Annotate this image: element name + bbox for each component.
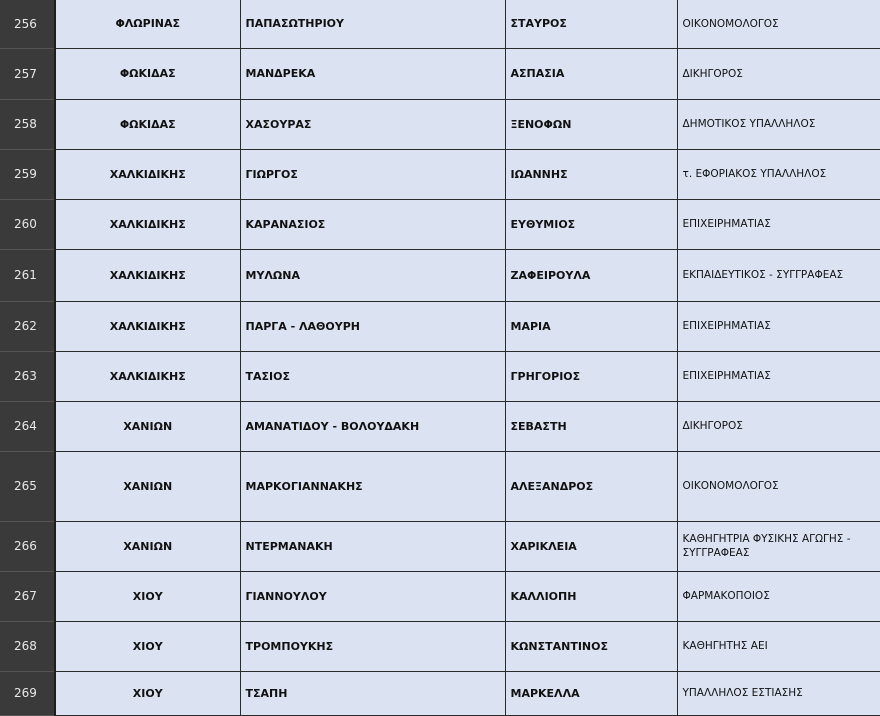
region-cell[interactable]: ΦΩΚΙΔΑΣ — [55, 99, 240, 149]
row-number[interactable]: 259 — [0, 149, 55, 199]
region-cell[interactable]: ΦΩΚΙΔΑΣ — [55, 48, 240, 99]
table-row — [0, 451, 880, 521]
name-cell[interactable]: ΑΛΕΞΑΝΔΡΟΣ — [505, 451, 677, 521]
surname-cell[interactable]: ΚΑΡΑΝΑΣΙΟΣ — [240, 199, 505, 249]
table-row — [0, 149, 880, 199]
occupation-cell[interactable]: ΚΑΘΗΓΗΤΗΣ ΑΕΙ — [677, 621, 880, 671]
name-cell[interactable]: ΑΣΠΑΣΙΑ — [505, 48, 677, 99]
occupation-cell[interactable]: ΕΠΙΧΕΙΡΗΜΑΤΙΑΣ — [677, 301, 880, 351]
region-cell[interactable]: ΧΙΟΥ — [55, 671, 240, 715]
region-cell[interactable]: ΧΑΝΙΩΝ — [55, 451, 240, 521]
surname-cell[interactable]: ΓΙΩΡΓΟΣ — [240, 149, 505, 199]
table-row — [0, 249, 880, 301]
name-cell[interactable]: ΞΕΝΟΦΩΝ — [505, 99, 677, 149]
table-row — [0, 48, 880, 99]
surname-cell[interactable]: ΤΡΟΜΠΟΥΚΗΣ — [240, 621, 505, 671]
row-number[interactable]: 261 — [0, 249, 55, 301]
occupation-cell[interactable]: ΕΠΙΧΕΙΡΗΜΑΤΙΑΣ — [677, 351, 880, 401]
name-cell[interactable]: ΚΩΝΣΤΑΝΤΙΝΟΣ — [505, 621, 677, 671]
row-number[interactable]: 264 — [0, 401, 55, 451]
table-row — [0, 0, 880, 48]
region-cell[interactable]: ΦΛΩΡΙΝΑΣ — [55, 0, 240, 48]
surname-cell[interactable]: ΤΣΑΠΗ — [240, 671, 505, 715]
row-number[interactable]: 258 — [0, 99, 55, 149]
occupation-cell[interactable]: ΕΚΠΑΙΔΕΥΤΙΚΟΣ - ΣΥΓΓΡΑΦΕΑΣ — [677, 249, 880, 301]
region-cell[interactable]: ΧΙΟΥ — [55, 621, 240, 671]
table-row — [0, 521, 880, 571]
name-cell[interactable]: ΧΑΡΙΚΛΕΙΑ — [505, 521, 677, 571]
occupation-cell[interactable]: ΕΠΙΧΕΙΡΗΜΑΤΙΑΣ — [677, 199, 880, 249]
name-cell[interactable]: ΣΤΑΥΡΟΣ — [505, 0, 677, 48]
row-number[interactable]: 267 — [0, 571, 55, 621]
table-row — [0, 301, 880, 351]
table-row — [0, 401, 880, 451]
name-cell[interactable]: ΖΑΦΕΙΡΟΥΛΑ — [505, 249, 677, 301]
name-cell[interactable]: ΜΑΡΚΕΛΛΑ — [505, 671, 677, 715]
surname-cell[interactable]: ΜΥΛΩΝΑ — [240, 249, 505, 301]
name-cell[interactable]: ΣΕΒΑΣΤΗ — [505, 401, 677, 451]
row-number[interactable]: 265 — [0, 451, 55, 521]
name-cell[interactable]: ΙΩΑΝΝΗΣ — [505, 149, 677, 199]
table-row — [0, 99, 880, 149]
surname-cell[interactable]: ΧΑΣΟΥΡΑΣ — [240, 99, 505, 149]
row-number[interactable]: 263 — [0, 351, 55, 401]
row-number[interactable]: 260 — [0, 199, 55, 249]
occupation-cell[interactable]: ΔΙΚΗΓΟΡΟΣ — [677, 48, 880, 99]
region-cell[interactable]: ΧΑΛΚΙΔΙΚΗΣ — [55, 199, 240, 249]
region-cell[interactable]: ΧΑΝΙΩΝ — [55, 521, 240, 571]
name-cell[interactable]: ΕΥΘΥΜΙΟΣ — [505, 199, 677, 249]
occupation-cell[interactable]: τ. ΕΦΟΡΙΑΚΟΣ ΥΠΑΛΛΗΛΟΣ — [677, 149, 880, 199]
occupation-cell[interactable]: ΚΑΘΗΓΗΤΡΙΑ ΦΥΣΙΚΗΣ ΑΓΩΓΗΣ - ΣΥΓΓΡΑΦΕΑΣ — [677, 521, 880, 571]
row-number[interactable]: 257 — [0, 48, 55, 99]
region-cell[interactable]: ΧΙΟΥ — [55, 571, 240, 621]
table-row — [0, 571, 880, 621]
table-row — [0, 199, 880, 249]
table-row — [0, 621, 880, 671]
occupation-cell[interactable]: ΟΙΚΟΝΟΜΟΛΟΓΟΣ — [677, 0, 880, 48]
surname-cell[interactable]: ΝΤΕΡΜΑΝΑΚΗ — [240, 521, 505, 571]
name-cell[interactable]: ΓΡΗΓΟΡΙΟΣ — [505, 351, 677, 401]
occupation-cell[interactable]: ΔΙΚΗΓΟΡΟΣ — [677, 401, 880, 451]
region-cell[interactable]: ΧΑΛΚΙΔΙΚΗΣ — [55, 149, 240, 199]
occupation-cell[interactable]: ΦΑΡΜΑΚΟΠΟΙΟΣ — [677, 571, 880, 621]
region-cell[interactable]: ΧΑΛΚΙΔΙΚΗΣ — [55, 301, 240, 351]
table-row — [0, 671, 880, 715]
table-row — [0, 351, 880, 401]
surname-cell[interactable]: ΜΑΝΔΡΕΚΑ — [240, 48, 505, 99]
region-cell[interactable]: ΧΑΛΚΙΔΙΚΗΣ — [55, 351, 240, 401]
occupation-cell[interactable]: ΥΠΑΛΛΗΛΟΣ ΕΣΤΙΑΣΗΣ — [677, 671, 880, 715]
name-cell[interactable]: ΜΑΡΙΑ — [505, 301, 677, 351]
surname-cell[interactable]: ΑΜΑΝΑΤΙΔΟΥ - ΒΟΛΟΥΔΑΚΗ — [240, 401, 505, 451]
row-number[interactable]: 268 — [0, 621, 55, 671]
occupation-cell[interactable]: ΟΙΚΟΝΟΜΟΛΟΓΟΣ — [677, 451, 880, 521]
occupation-cell[interactable]: ΔΗΜΟΤΙΚΟΣ ΥΠΑΛΛΗΛΟΣ — [677, 99, 880, 149]
region-cell[interactable]: ΧΑΝΙΩΝ — [55, 401, 240, 451]
row-number[interactable]: 256 — [0, 0, 55, 48]
surname-cell[interactable]: ΠΑΡΓΑ - ΛΑΘΟΥΡΗ — [240, 301, 505, 351]
surname-cell[interactable]: ΤΑΣΙΟΣ — [240, 351, 505, 401]
region-cell[interactable]: ΧΑΛΚΙΔΙΚΗΣ — [55, 249, 240, 301]
row-number[interactable]: 269 — [0, 671, 55, 715]
surname-cell[interactable]: ΠΑΠΑΣΩΤΗΡΙΟΥ — [240, 0, 505, 48]
surname-cell[interactable]: ΓΙΑΝΝΟΥΛΟΥ — [240, 571, 505, 621]
name-cell[interactable]: ΚΑΛΛΙΟΠΗ — [505, 571, 677, 621]
surname-cell[interactable]: ΜΑΡΚΟΓΙΑΝΝΑΚΗΣ — [240, 451, 505, 521]
row-number[interactable]: 262 — [0, 301, 55, 351]
row-number[interactable]: 266 — [0, 521, 55, 571]
